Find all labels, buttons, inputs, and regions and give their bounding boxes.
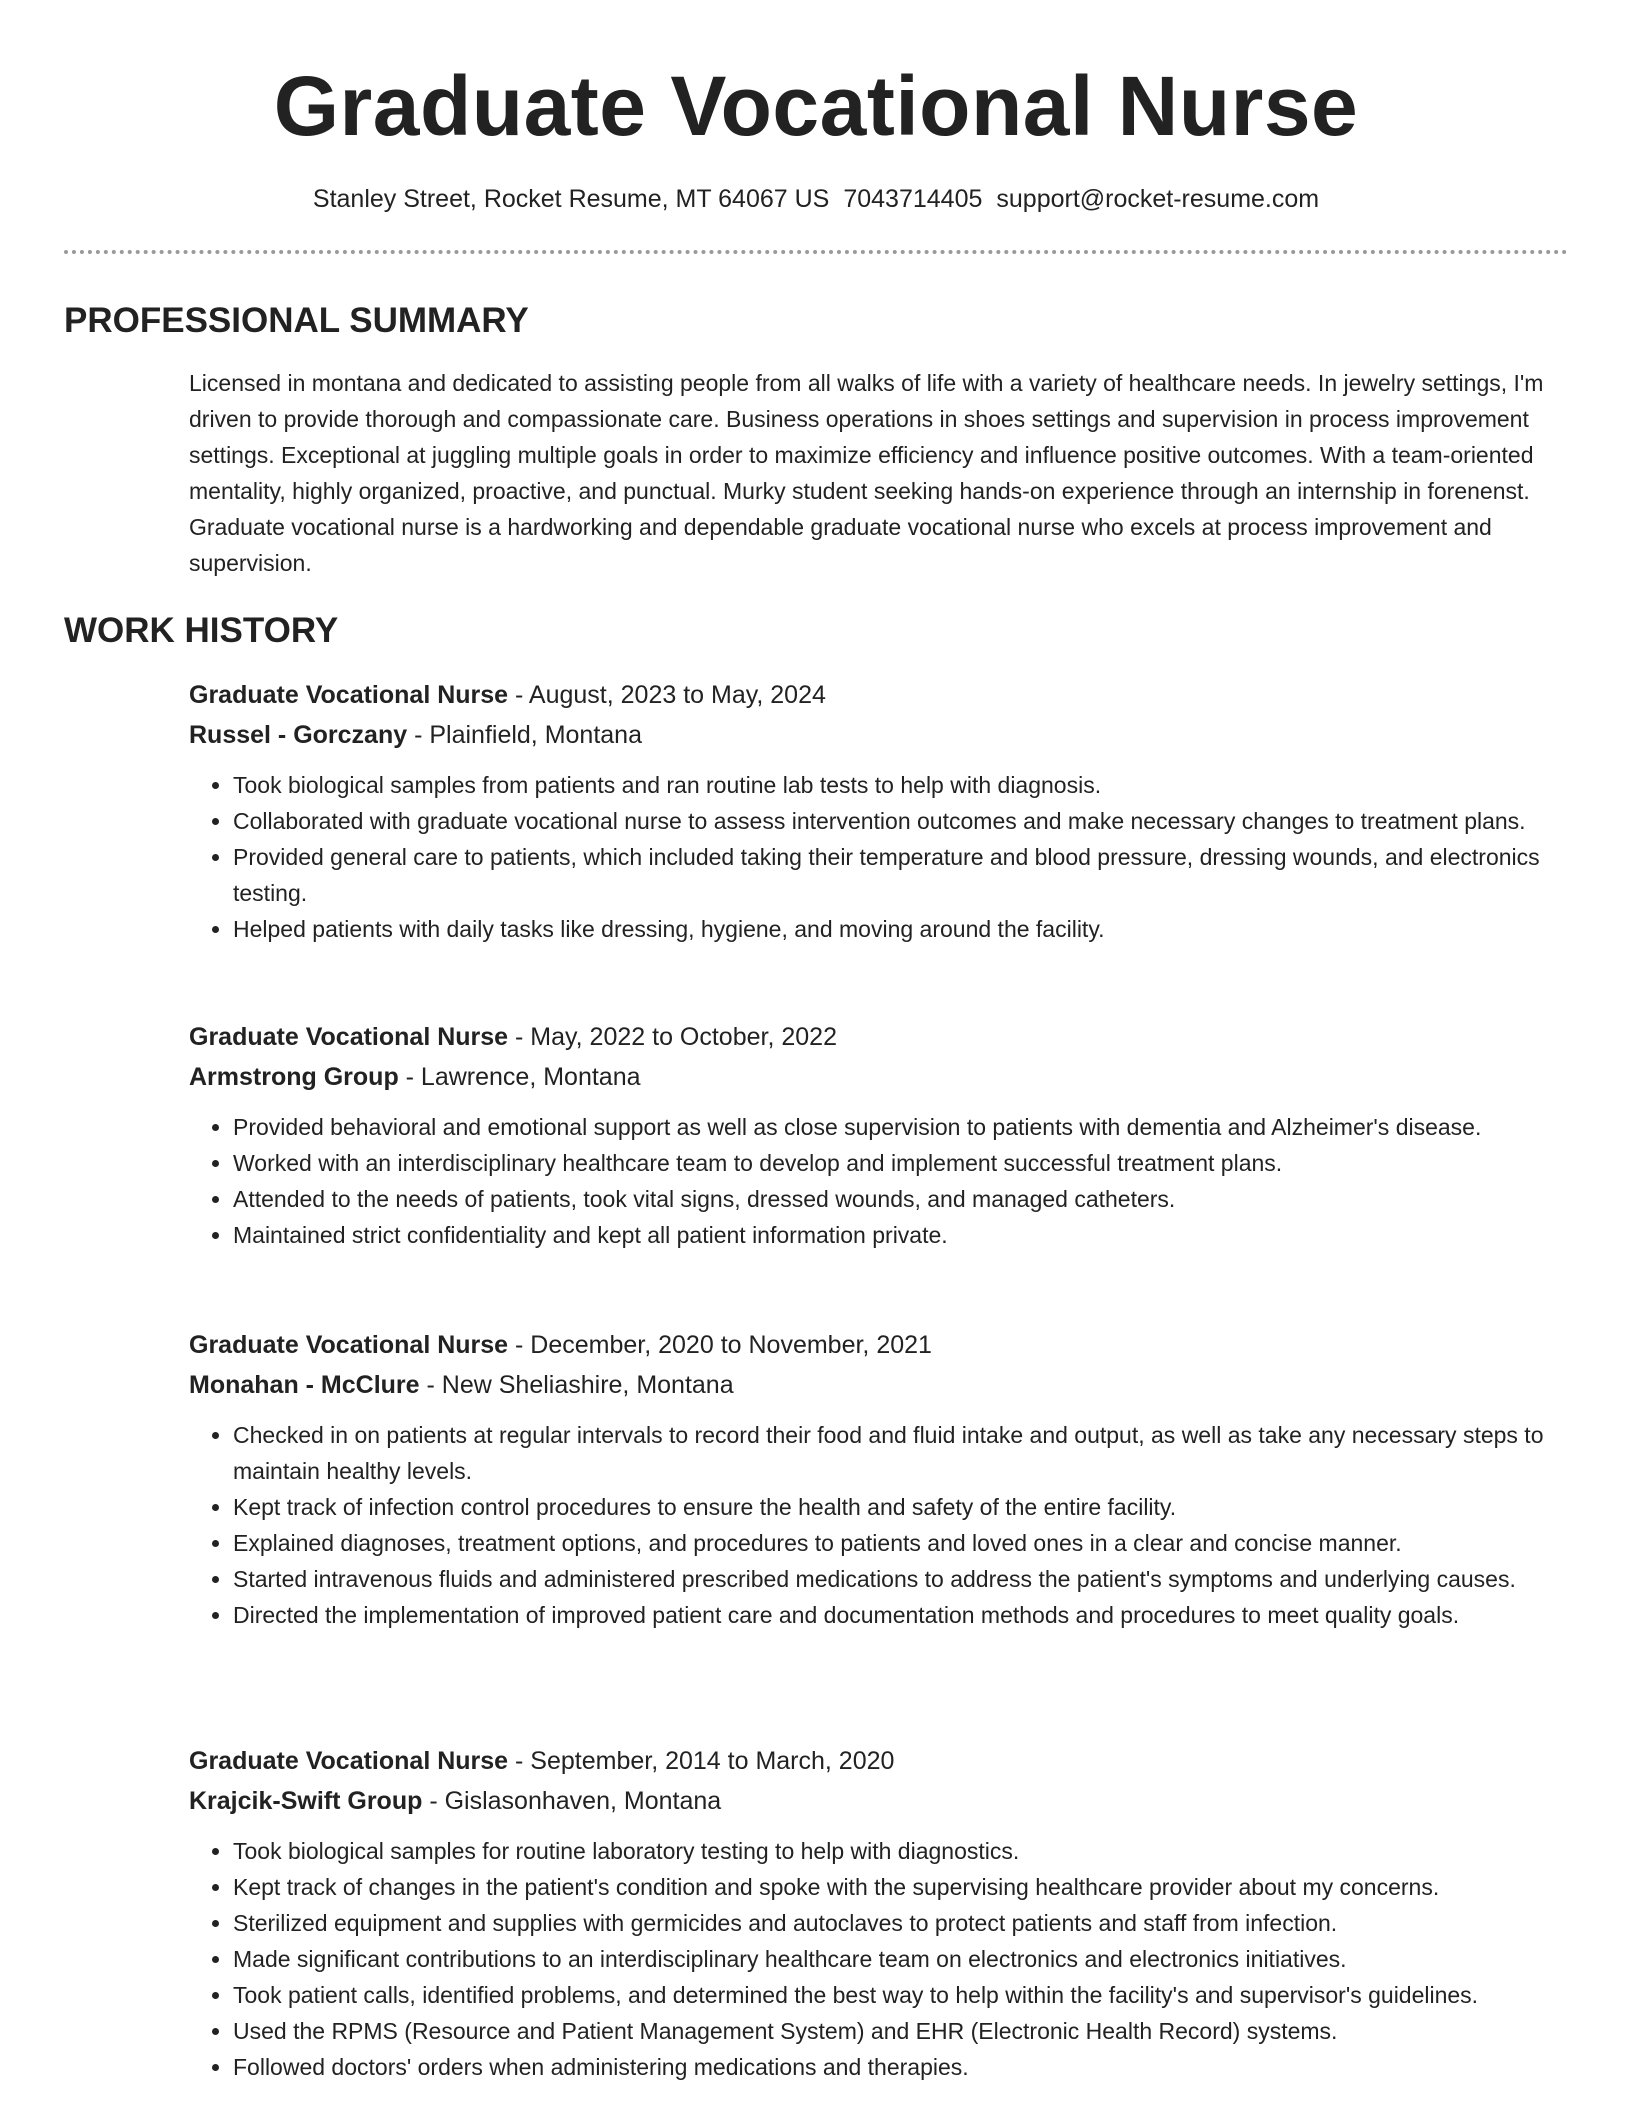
- candidate-name: Graduate Vocational Nurse: [273, 59, 1359, 153]
- job-location: - Lawrence, Montana: [398, 1063, 641, 1091]
- contact-line: [0, 182, 1632, 216]
- job-bullet: • Helped patients with daily tasks like dressing, hygiene, and moving around the facility.: [233, 911, 1569, 947]
- job-bullet: • Started intravenous fluids and administered prescribed medications to address the patient's symptoms and underlying causes.: [233, 1561, 1569, 1597]
- job-bullets: [189, 1109, 1569, 1253]
- job-title-line: [189, 1741, 1569, 1781]
- job-role: Graduate Vocational Nurse: [189, 1023, 509, 1051]
- job-company: Monahan - McClure: [189, 1371, 420, 1399]
- job-bullet: • Followed doctors' orders when administering medications and therapies.: [233, 2049, 1569, 2085]
- job-bullet: • Provided general care to patients, which included taking their temperature and blood pressure, dressing wounds, and electronics testing.: [233, 839, 1569, 911]
- job-company-line: [189, 1781, 1569, 1821]
- job-company: Russel - Gorczany: [189, 721, 408, 749]
- job-dates: - August, 2023 to May, 2024: [508, 681, 826, 709]
- header-divider: [64, 250, 1568, 254]
- job-company-line: [189, 1365, 1569, 1405]
- job-bullet: • Took patient calls, identified problems, and determined the best way to help within the facility's and supervisor's guidelines.: [233, 1977, 1569, 2013]
- contact-phone: 7043714405: [843, 185, 983, 213]
- job-role: Graduate Vocational Nurse: [189, 681, 509, 709]
- job-location: - New Sheliashire, Montana: [419, 1371, 734, 1399]
- job-dates: - May, 2022 to October, 2022: [508, 1023, 837, 1051]
- job-bullet: • Took biological samples for routine laboratory testing to help with diagnostics.: [233, 1833, 1569, 1869]
- contact-email: support@rocket-resume.com: [996, 185, 1320, 213]
- work-history-heading: WORK HISTORY: [64, 611, 339, 650]
- summary-text: Licensed in montana and dedicated to assisting people from all walks of life with a variety of healthcare needs. In jewelry settings, I'm driven to provide thorough and compassionate care. Business operations in shoes settings and supervision in process improvement settings. Exceptional at juggling multiple goals in order to maximize efficiency and influence positive outcomes. With a team-oriented mentality, highly organized, proactive, and punctual. Murky student seeking hands-on experience through an internship in forenenst. Graduate vocational nurse is a hardworking and dependable graduate vocational nurse who excels at process improvement and supervision.: [189, 370, 1544, 576]
- job-company-line: [189, 715, 1569, 755]
- job-company-line: [189, 1057, 1569, 1097]
- job-bullet: • Directed the implementation of improved patient care and documentation methods and procedures to meet quality goals.: [233, 1597, 1569, 1633]
- job-bullets: [189, 767, 1569, 947]
- job-location: - Plainfield, Montana: [407, 721, 642, 749]
- job-location: - Gislasonhaven, Montana: [422, 1787, 722, 1815]
- job-bullet: • Sterilized equipment and supplies with germicides and autoclaves to protect patients and staff from infection.: [233, 1905, 1569, 1941]
- job-bullet: • Provided behavioral and emotional support as well as close supervision to patients with dementia and Alzheimer's disease.: [233, 1109, 1569, 1145]
- job-bullet: • Collaborated with graduate vocational nurse to assess intervention outcomes and make necessary changes to treatment plans.: [233, 803, 1569, 839]
- job-bullet: • Attended to the needs of patients, took vital signs, dressed wounds, and managed catheters.: [233, 1181, 1569, 1217]
- job-entry: [189, 1325, 1569, 1633]
- job-bullet: • Took biological samples from patients and ran routine lab tests to help with diagnosis.: [233, 767, 1569, 803]
- job-title-line: [189, 1325, 1569, 1365]
- job-bullet: • Checked in on patients at regular intervals to record their food and fluid intake and output, as well as take any necessary steps to maintain healthy levels.: [233, 1417, 1569, 1489]
- contact-address: Stanley Street, Rocket Resume, MT 64067 US: [312, 185, 830, 213]
- job-bullet: • Used the RPMS (Resource and Patient Management System) and EHR (Electronic Health Record) systems.: [233, 2013, 1569, 2049]
- job-title-line: [189, 675, 1569, 715]
- job-title-line: [189, 1017, 1569, 1057]
- job-bullet: • Made significant contributions to an interdisciplinary healthcare team on electronics and electronics initiatives.: [233, 1941, 1569, 1977]
- job-bullet: • Kept track of infection control procedures to ensure the health and safety of the entire facility.: [233, 1489, 1569, 1525]
- job-entry: [189, 675, 1569, 947]
- job-dates: - September, 2014 to March, 2020: [508, 1747, 895, 1775]
- job-bullet: • Explained diagnoses, treatment options, and procedures to patients and loved ones in a clear and concise manner.: [233, 1525, 1569, 1561]
- job-bullet: • Worked with an interdisciplinary healthcare team to develop and implement successful treatment plans.: [233, 1145, 1569, 1181]
- summary-heading: PROFESSIONAL SUMMARY: [64, 301, 529, 340]
- job-company: Armstrong Group: [189, 1063, 399, 1091]
- job-bullet: • Maintained strict confidentiality and kept all patient information private.: [233, 1217, 1569, 1253]
- job-bullet: • Kept track of changes in the patient's condition and spoke with the supervising healthcare provider about my concerns.: [233, 1869, 1569, 1905]
- job-role: Graduate Vocational Nurse: [189, 1747, 509, 1775]
- job-entry: [189, 1017, 1569, 1253]
- job-bullets: [189, 1417, 1569, 1633]
- job-role: Graduate Vocational Nurse: [189, 1331, 509, 1359]
- job-company: Krajcik-Swift Group: [189, 1787, 423, 1815]
- job-bullets: [189, 1833, 1569, 2085]
- job-entry: [189, 1741, 1569, 2085]
- job-dates: - December, 2020 to November, 2021: [508, 1331, 932, 1359]
